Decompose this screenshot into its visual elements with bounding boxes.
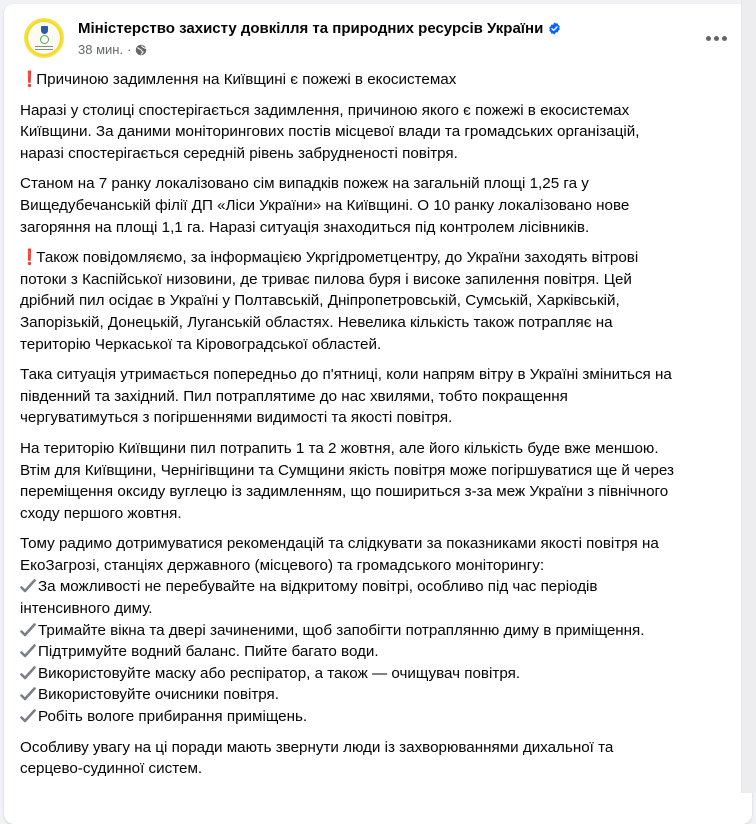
- post-card: [4, 4, 752, 824]
- post-header: [16, 16, 740, 64]
- post-body: [20, 69, 740, 789]
- text-line: Підтримуйте водний баланс. Пийте багато води.: [38, 643, 379, 661]
- meta-separator: ·: [127, 42, 132, 57]
- text-line: Запорізькій, Донецькій, Луганській областях. Невелика кількість також потрапляє на: [20, 313, 613, 331]
- recommendation-item: [20, 620, 740, 642]
- more-options-button[interactable]: [698, 26, 734, 50]
- text-line: серцево-судинної систем.: [20, 760, 203, 778]
- text-line: територію Черкаської та Кіровоградської областей.: [20, 335, 382, 353]
- paragraph-1: [20, 100, 740, 165]
- check-mark-icon: [20, 623, 36, 637]
- verified-badge-icon: [548, 22, 561, 35]
- text-line: Використовуйте маску або респіратор, а також — очищувач повітря.: [38, 664, 521, 682]
- text-line: За можливості не перебувайте на відкритому повітрі, особливо під час періодів: [38, 578, 598, 596]
- recommendation-item: [20, 684, 740, 706]
- recommendations: [20, 533, 740, 727]
- text-line: південний та західний. Пил потраплятиме до нас хвилями, тобто покращення: [20, 387, 568, 405]
- logo-caption: [35, 46, 53, 47]
- exclamation-icon: ❗: [20, 71, 39, 88]
- text-line: загоряння на площі 1,1 га. Наразі ситуація знаходиться під контролем лісівників.: [20, 218, 590, 236]
- check-mark-icon: [20, 666, 36, 680]
- globe-icon[interactable]: [135, 44, 147, 56]
- text-line: Використовуйте очисники повітря.: [38, 686, 280, 704]
- text-line: Втім для Київщини, Чернігівщини та Сумщини якість повітря може погіршуватися ще й через: [20, 461, 675, 479]
- text-line: Така ситуація утримається попередньо до п'ятниці, коли напрям вітру в Україні зміниться на: [20, 366, 672, 384]
- check-mark-icon: [20, 687, 36, 701]
- check-mark-icon: [20, 709, 36, 723]
- recommendation-item: [20, 641, 740, 663]
- ministry-logo-icon: [28, 22, 60, 54]
- text-line: чергуватимуться з погіршеннями видимості та якості повітря.: [20, 409, 453, 427]
- text-line: сходу першого жовтня.: [20, 504, 182, 522]
- text-line: ЕкоЗагрозі, станціях державного (місцевого) та громадського моніторингу:: [20, 556, 545, 574]
- text-line: інтенсивного диму.: [20, 600, 153, 618]
- text-line: Вищедубечанській філії ДП «Ліси України» на Київщині. О 10 ранку локалізовано нове: [20, 196, 630, 214]
- paragraph-5: [20, 438, 740, 524]
- more-dots-icon: [706, 36, 711, 41]
- closing-paragraph: [20, 737, 740, 780]
- post-title-text: Причиною задимлення на Київщині є пожежі в екосистемах: [36, 71, 457, 88]
- trident-shield-icon: [41, 26, 48, 34]
- more-dots-icon: [722, 36, 727, 41]
- text-line: Також повідомляємо, за інформацією Укргідрометцентру, до України заходять вітрові: [36, 249, 639, 267]
- paragraph-2: [20, 173, 740, 238]
- post-title: [16, 69, 740, 91]
- post-timestamp[interactable]: 38 мин.: [78, 42, 124, 57]
- eco-leaf-icon: [40, 35, 49, 44]
- recommendation-item: [20, 663, 740, 685]
- text-line: наразі спостерігається середній рівень забрудненості повітря.: [20, 144, 458, 162]
- text-line: Робіть вологе прибирання приміщень.: [38, 708, 308, 726]
- paragraph-3: [20, 247, 740, 355]
- scrollbar[interactable]: [741, 0, 756, 793]
- text-line: Особливу увагу на ці поради мають звернути люди із захворюваннями дихальної та: [20, 738, 614, 756]
- text-line: Станом на 7 ранку локалізовано сім випадків пожеж на загальній площі 1,25 га у: [20, 175, 589, 193]
- page-avatar[interactable]: [24, 18, 64, 58]
- recommendation-item: [20, 576, 740, 598]
- text-line: Тримайте вікна та двері зачиненими, щоб запобігти потраплянню диму в приміщення.: [38, 621, 645, 639]
- post-meta: [78, 42, 147, 57]
- paragraph-4: [20, 364, 740, 429]
- text-line: Київщини. За даними моніторингових постів місцевої влади та громадських організацій,: [20, 123, 640, 141]
- author-line: [78, 20, 561, 37]
- text-line: потоки з Каспійської низовини, де триває пилова буря і високе запилення повітря. Цей: [20, 270, 632, 288]
- text-line: На територію Київщини пил потрапить 1 та 2 жовтня, але його кількість буде вже меншою.: [20, 439, 659, 457]
- text-line: дрібний пил осідає в Україні у Полтавській, Дніпропетровській, Сумській, Харківській,: [20, 292, 620, 310]
- logo-caption: [35, 49, 53, 50]
- text-line: Наразі у столиці спостерігається задимлення, причиною якого є пожежі в екосистемах: [20, 101, 630, 119]
- more-dots-icon: [714, 36, 719, 41]
- check-mark-icon: [20, 644, 36, 658]
- check-mark-icon: [20, 579, 36, 593]
- recommendation-item: [20, 706, 740, 728]
- exclamation-icon: ❗: [20, 249, 39, 267]
- text-line: Тому радимо дотримуватися рекомендацій та слідкувати за показниками якості повітря на: [20, 535, 659, 553]
- author-name[interactable]: Міністерство захисту довкілля та природних ресурсів України: [78, 20, 544, 37]
- text-line: переміщення оксиду вуглецю із задимленням, що пошириться з-за меж України з північного: [20, 483, 669, 501]
